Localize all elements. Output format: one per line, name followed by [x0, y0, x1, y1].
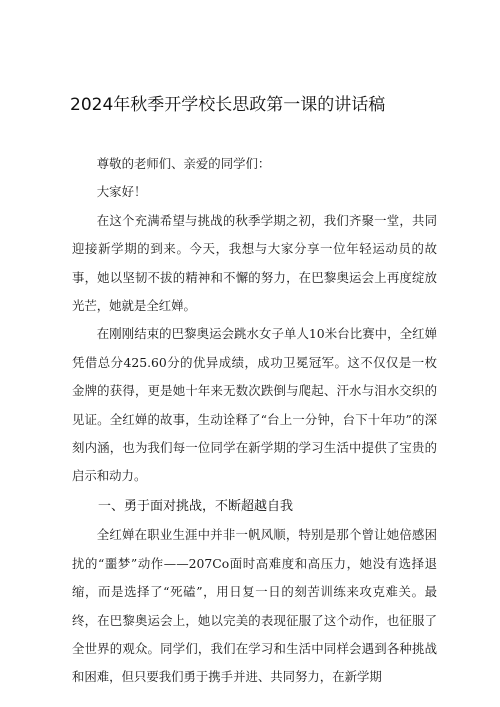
salutation: 尊敬的老师们、亲爱的同学们： — [96, 156, 271, 171]
document-title: 2024年秋季开学校长思政第一课的讲话稿 — [70, 95, 386, 115]
section-paragraph: 全红婵在职业生涯中并非一帆风顺，特别是那个曾让她倍感困扰的“噩梦”动作——207Co面时高难度和高压力，她没有选择退缩，而是选择了“死磕”，用日复一日的刻苦训练来攻克难关。最终，在巴黎奥运会上，她以完美的表现征服了这个动作，也征服了全世界的观众。同学们，我们在学习和生活中同样会遇到各种挑战和困难，但只要我们勇于携手并进、共同努力，在新学期 — [72, 527, 437, 685]
paragraph-achievement: 在刚刚结束的巴黎奥运会跳水女子单人10米台比赛中，全红婵凭借总分425.60分的优异成绩，成功卫冕冠军。这不仅仅是一枚金牌的获得，更是她十年来无数次跌倒与爬起、汗水与泪水交织的见证。全红婵的故事，生动诠释了“台上一分钟，台下十年功”的深刻内涵，也为我们每一位同学在新学期的学习生活中提供了宝贵的启示和动力。 — [72, 326, 437, 484]
greeting: 大家好！ — [96, 184, 147, 200]
paragraph-intro: 在这个充满希望与挑战的秋季学期之初，我们齐聚一堂，共同迎接新学期的到来。今天，我想与大家分享一位年轻运动员的故事，她以坚韧不拔的精神和不懈的努力，在巴黎奥运会上再度绽放光芒，她就是全红婵。 — [72, 212, 437, 314]
section-heading: 一、勇于面对挑战，不断超越自我 — [98, 498, 294, 514]
document-body — [72, 150, 437, 692]
